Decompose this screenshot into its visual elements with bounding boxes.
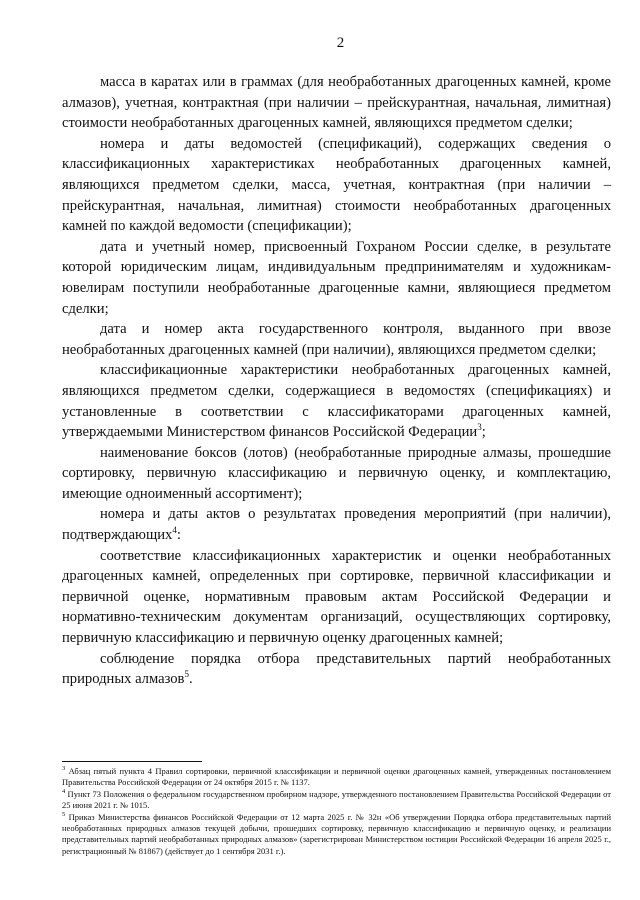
paragraph-compliance: соответствие классификационных характеристик и оценки необработанных драгоценных камней, определенных при сортировке, первичной классификации и первичной оценке, нормативным правовым актам Российской Федерации и нормативно-техническим документам организаций, осуществляющих сортировку, первичную классификацию и первичную оценку драгоценных камней;: [62, 547, 611, 647]
footnote-ref-5[interactable]: 5: [184, 669, 189, 680]
footnote-ref-4[interactable]: 4: [172, 525, 177, 536]
paragraph-gokhran-number: дата и учетный номер, присвоенный Гохраном России сделке, в результате которой юридическим лицам, индивидуальным предпринимателям и художникам-ювелирам поступили необработанные драгоценные камни, являющиеся предметом сделки;: [62, 238, 611, 317]
paragraph-classification-text: классификационные характеристики необработанных драгоценных камней, являющихся предметом сделки, содержащиеся в ведомостях (спецификациях) и установленные в соответствии с классификаторами драгоценных камней, утверждаемыми Министерством финансов Российской Федерации: [62, 362, 611, 441]
paragraph-selection-text: соблюдение порядка отбора представительных партий необработанных природных алмазов: [62, 650, 611, 688]
paragraph-acts-end: :: [176, 527, 181, 544]
paragraph-selection: [62, 649, 611, 690]
page-number: 2: [336, 35, 345, 51]
footnote-number-5: 5: [62, 810, 66, 818]
paragraph-control-act: дата и номер акта государственного контроля, выданного при ввозе необработанных драгоценных камней (при наличии), являющихся предметом сделки;: [62, 321, 611, 358]
paragraph-selection-end: .: [188, 671, 193, 688]
footnote-ref-3[interactable]: 3: [477, 422, 482, 433]
body-text: [62, 72, 611, 690]
paragraph-acts-text: номера и даты актов о результатах проведения мероприятий (при наличии), подтверждающих: [62, 506, 611, 544]
footnote-separator: [62, 761, 202, 762]
footnote-text-3: Абзац пятый пункта 4 Правил сортировки, первичной классификации и первичной оценки драгоценных камней, утвержденных постановлением Правительства Российской Федерации от 24 октября 2015 г. № 1137.: [62, 766, 611, 788]
footnote-number-4: 4: [62, 787, 66, 795]
footnote-5: [62, 812, 611, 858]
paragraph-classification-end: ;: [481, 424, 486, 441]
paragraph-acts: [62, 504, 611, 545]
footnote-text-4: Пункт 73 Положения о федеральном государственном пробирном надзоре, утвержденного постановлением Правительства Российской Федерации от 25 июня 2021 г. № 1015.: [62, 788, 611, 811]
footnote-3: [62, 766, 611, 789]
paragraph-mass: масса в каратах или в граммах (для необработанных драгоценных камней, кроме алмазов), учетная, контрактная (при наличии – прейскурантная, начальная, лимитная) стоимости необработанных драгоценных камней, являющихся предметом сделки;: [62, 74, 611, 132]
footnote-number-3: 3: [62, 765, 66, 773]
paragraph-classification: [62, 360, 611, 442]
footnotes: [62, 766, 611, 857]
paragraph-statements: номера и даты ведомостей (спецификаций), содержащих сведения о классификационных характеристиках необработанных драгоценных камней, являющихся предметом сделки, масса, учетная, контрактная (при наличии – прейскурантная, начальная, лимитная) стоимости необработанных драгоценных камней по каждой ведомости (спецификации);: [62, 135, 611, 235]
paragraph-boxes: наименование боксов (лотов) (необработанные природные алмазы, прошедшие сортировку, первичную классификацию и первичную оценку, и комплектацию, имеющие одноименный ассортимент);: [62, 444, 611, 502]
footnote-text-5: Приказ Министерства финансов Российской Федерации от 12 марта 2025 г. № 32н «Об утверждении Порядка отбора представительных партий необработанных природных алмазов текущей добычи, прошедших сортировку, первичную классификацию и первичную оценку, и реализации представительных партий необработанных природных алмазов» (зарегистрирован Министерством юстиции Российской Федерации 16 апреля 2025 г., регистрационный № 81867) (действует до 1 сентября 2031 г.).: [62, 811, 611, 856]
footnote-4: [62, 789, 611, 812]
